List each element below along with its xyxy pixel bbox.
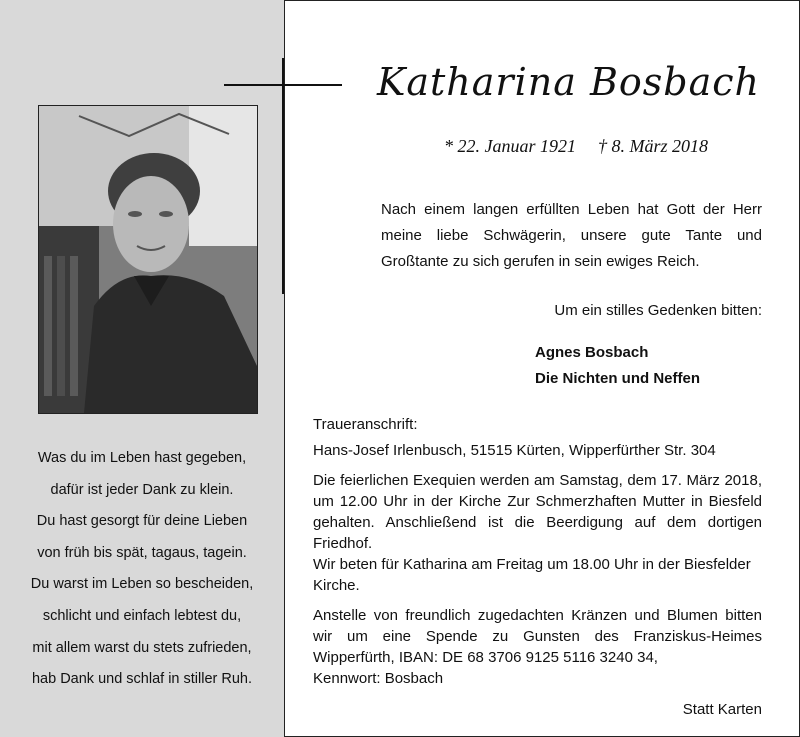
paragraph-gap (313, 596, 762, 605)
poem (0, 443, 284, 696)
birth-date: * 22. Januar 1921 (443, 136, 576, 156)
poem-line: Du hast gesorgt für deine Lieben (36, 513, 248, 530)
poem-line: hab Dank und schlaf in stiller Ruh. (31, 671, 253, 688)
announcement-line: Großtante zu sich gerufen in sein ewiges Reich. (381, 253, 700, 270)
prayer-line: Wir beten für Katharina am Freitag um 18.00 Uhr in der Biesfelder (313, 556, 751, 573)
donation-line: Anstelle von freundlich zugedachten Kränzen und Blumen bitten (313, 607, 762, 624)
left-panel (0, 0, 285, 737)
announcement-line: Nach einem langen erfüllten Leben hat Gott der Herr (381, 201, 762, 218)
mourners (535, 340, 700, 392)
poem-line: mit allem warst du stets zufrieden, (32, 639, 252, 656)
donation-line: Wipperfürth, IBAN: DE 68 3706 9125 5116 3240 34, (313, 649, 658, 666)
announcement-text (381, 197, 762, 275)
mourner-name: Agnes Bosbach (535, 344, 649, 361)
closing-note: Statt Karten (682, 701, 762, 718)
deceased-name: Katharina Bosbach (376, 60, 760, 104)
mourner-name: Die Nichten und Neffen (535, 370, 701, 387)
service-line: gehalten. Anschließend ist die Beerdigung auf dem dortigen (313, 514, 762, 531)
donation-line: Kennwort: Bosbach (313, 670, 444, 687)
remembrance-request: Um ein stilles Gedenken bitten: (554, 302, 762, 319)
mourning-address (313, 412, 716, 464)
address-line: Hans-Josef Irlenbusch, 51515 Kürten, Wipperfürther Str. 304 (313, 442, 716, 459)
announcement-line: meine liebe Schwägerin, unsere gute Tante und (381, 227, 762, 244)
service-line: Die feierlichen Exequien werden am Samstag, dem 17. März 2018, (313, 472, 762, 489)
poem-line: von früh bis spät, tagaus, tagein. (37, 544, 247, 561)
portrait-image (39, 106, 257, 413)
death-date: † 8. März 2018 (597, 136, 708, 156)
service-notice (313, 470, 762, 689)
cross-icon-vertical (282, 58, 284, 294)
service-line: um 12.00 Uhr in der Kirche Zur Schmerzhaften Mutter in Biesfeld (313, 493, 762, 510)
prayer-line: Kirche. (313, 577, 360, 594)
donation-line: wir um eine Spende zu Gunsten des Franziskus-Heimes (313, 628, 762, 645)
poem-line: dafür ist jeder Dank zu klein. (50, 481, 234, 498)
poem-line: Du warst im Leben so bescheiden, (30, 576, 254, 593)
address-label: Traueranschrift: (313, 416, 418, 433)
life-dates (300, 136, 708, 157)
portrait-photo (38, 105, 258, 414)
service-line: Friedhof. (313, 535, 373, 552)
poem-line: Was du im Leben hast gegeben, (37, 450, 247, 466)
poem-line: schlicht und einfach lebtest du, (42, 607, 242, 624)
